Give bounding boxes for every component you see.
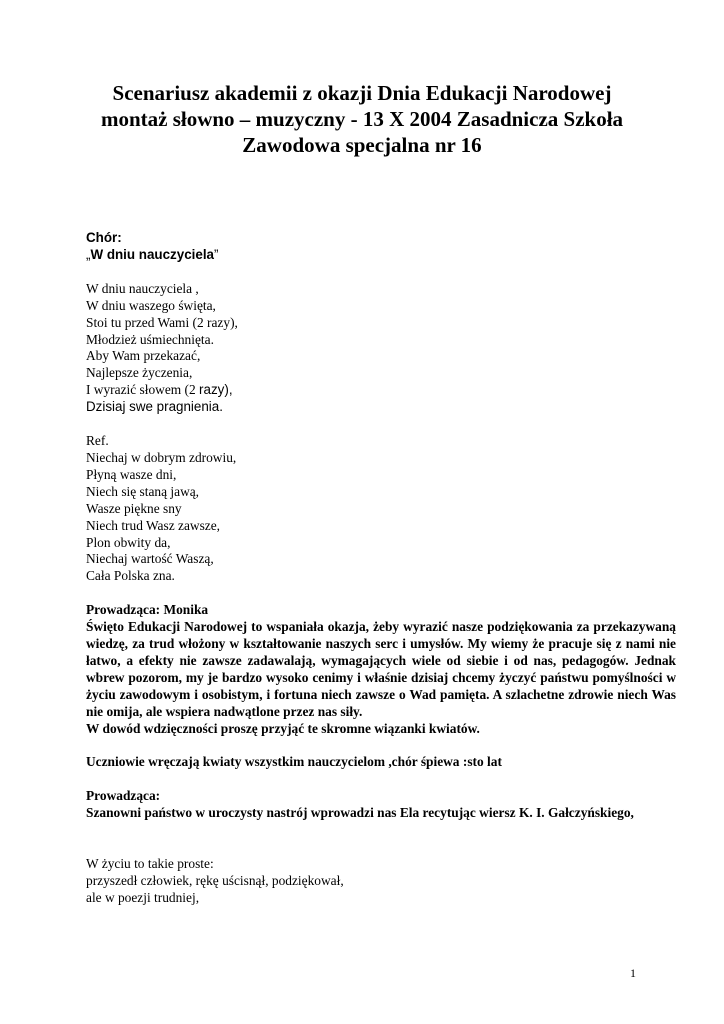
host-speech-1 — [86, 602, 676, 737]
verse-line: Aby Wam przekazać, — [86, 348, 201, 364]
host-speech-2 — [86, 788, 676, 822]
page-number: 1 — [630, 966, 636, 980]
verse-line: W dniu nauczyciela , — [86, 280, 199, 296]
verse-line: Młodzież uśmiechnięta. — [86, 331, 214, 347]
refrain-line: Płyną wasze dni, — [86, 466, 177, 482]
title-line-3: Zawodowa specjalna nr 16 — [242, 133, 482, 157]
verse-line: W dniu waszego święta, — [86, 297, 216, 313]
host-1-flowers: W dowód wdzięczności proszę przyjąć te skromne wiązanki kwiatów. — [86, 720, 480, 736]
refrain-line: Wasze piękne sny — [86, 500, 182, 516]
document-title — [50, 80, 674, 158]
document-body — [86, 230, 676, 907]
refrain-line: Niechaj wartość Waszą, — [86, 551, 214, 567]
refrain-line: Plon obwity da, — [86, 534, 171, 550]
verse-line: Stoi tu przed Wami (2 razy), — [86, 314, 238, 330]
refrain-line: Niech się staną jawą, — [86, 483, 200, 499]
refrain-line: Niechaj w dobrym zdrowiu, — [86, 449, 237, 465]
poem-line: ale w poezji trudniej, — [86, 890, 200, 905]
host-1-text: Święto Edukacji Narodowej to wspaniała okazja, żeby wyrazić nasze podziękowania za przekazywaną wiedzę, za trud włożony w kształtowanie naszych serc i umysłów. My wiemy że pracuje się z nami nie łatwo, a efekty nie zawsze zadawalają, wymagających wiele od siebie i od nas, pedagogów. Jednak wbrew pozorom, my je bardzo wysoko cenimy i właśnie dzisiaj chcemy życzyć państwu pomyślności w życiu zawodowym i osobistym, i fortuna niech zawsze o Wad pamięta. A szlachetne zdrowie niech Was nie omija, ale wspiera nadwątlone przez nas siły. — [86, 619, 676, 719]
song-title — [86, 247, 676, 264]
verse-line-7-end: ), — [224, 382, 233, 398]
stage-direction: Uczniowie wręczają kwiaty wszystkim nauczycielom ,chór śpiewa :sto lat — [86, 754, 502, 770]
song-refrain — [86, 433, 676, 585]
host-2-label: Prowadząca: — [86, 788, 161, 804]
poem — [86, 856, 676, 907]
song-quote-close: ” — [214, 246, 219, 262]
host-2-text: Szanowni państwo w uroczysty nastrój wprowadzi nas Ela recytując wiersz K. I. Gałczyńskiego, — [86, 805, 634, 821]
song-quote-open: „ — [86, 246, 91, 262]
song-verse — [86, 281, 676, 416]
title-line-2: montaż słowno – muzyczny - 13 X 2004 Zasadnicza Szkoła — [100, 107, 624, 131]
verse-line-7-start: I wyrazić słowem (2 — [86, 382, 200, 398]
choir-label: Chór: — [86, 230, 122, 245]
title-line-1: Scenariusz akademii z okazji Dnia Edukacji Narodowej — [112, 81, 612, 105]
song-title-text: W dniu nauczyciela — [90, 246, 214, 262]
verse-line — [86, 382, 676, 399]
refrain-line: Cała Polska zna. — [86, 568, 175, 584]
verse-line-7-razy: razy — [199, 382, 225, 398]
poem-line: przyszedł człowiek, rękę uścisnął, podziękował, — [86, 873, 344, 889]
verse-line: Dzisiaj swe pragnienia. — [86, 399, 223, 415]
poem-line: W życiu to takie proste: — [86, 856, 214, 872]
refrain-line: Niech trud Wasz zawsze, — [86, 517, 221, 533]
host-1-label: Prowadząca: Monika — [86, 602, 209, 618]
verse-line: Najlepsze życzenia, — [86, 365, 193, 381]
refrain-line: Ref. — [86, 433, 109, 449]
